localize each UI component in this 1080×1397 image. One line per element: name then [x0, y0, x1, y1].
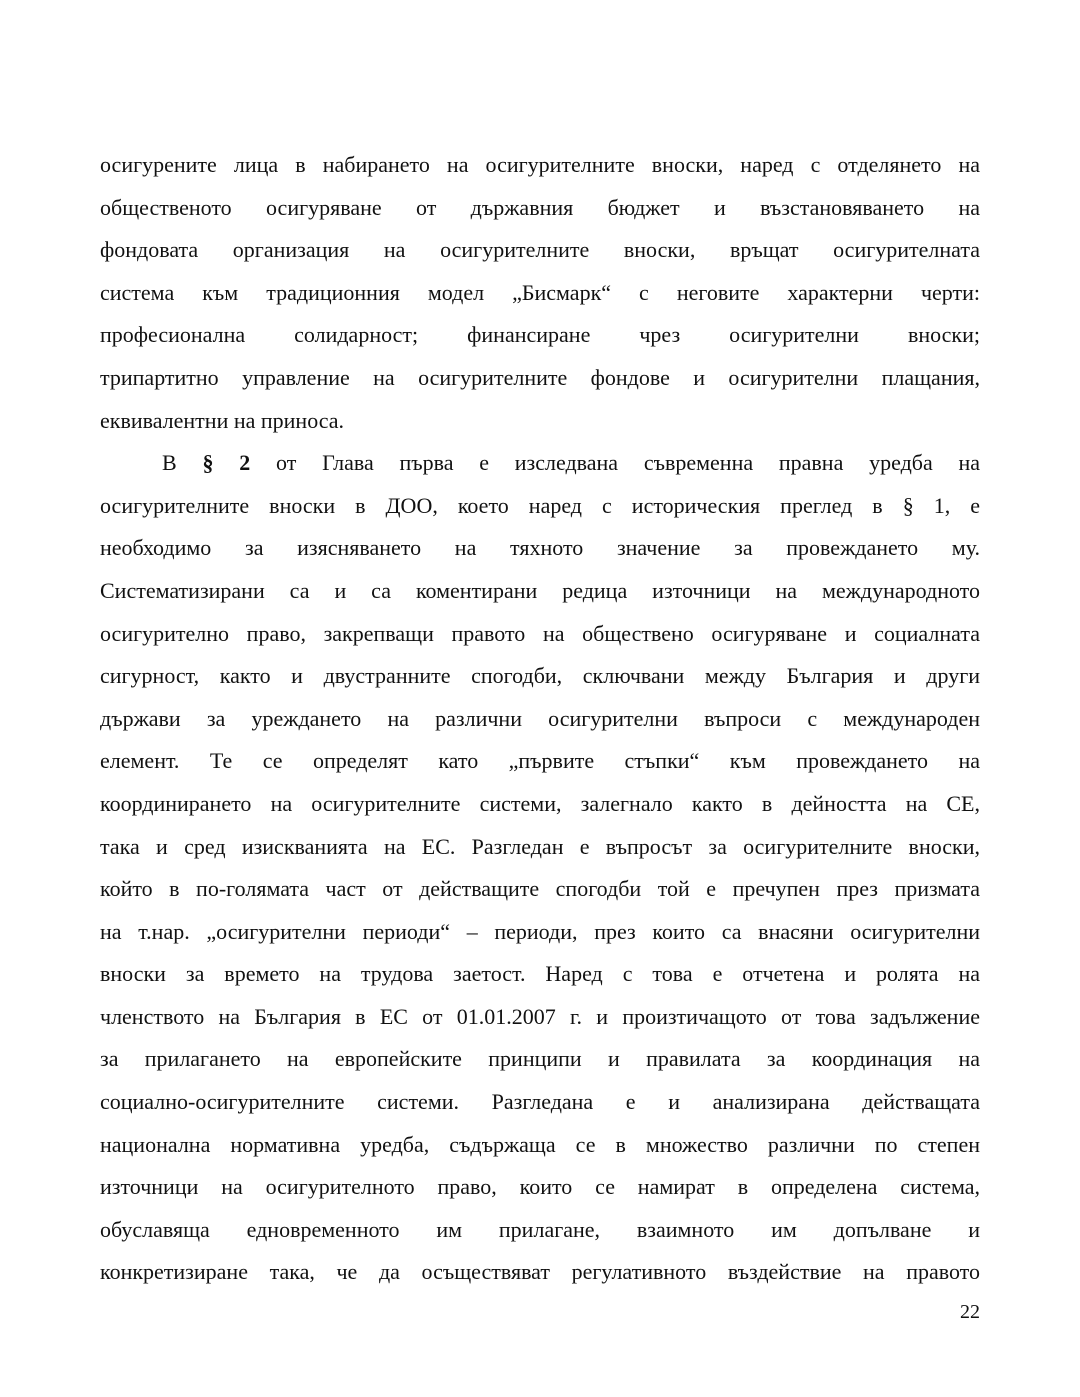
text-line: конкретизиране така, че да осъществяват регулативното въздействие на правото: [100, 1259, 980, 1285]
text-line: осигурително право, закрепващи правото на обществено осигуряване и социалната: [100, 620, 980, 646]
text-line: за прилагането на европейските принципи и правилата за координация на: [100, 1046, 980, 1072]
text-line: общественото осигуряване от държавния бюджет и възстановяването на: [100, 194, 980, 220]
text-line: държави за уреждането на различни осигурителни въпроси с международен: [100, 705, 980, 731]
body-text: [100, 144, 980, 1294]
text-line: социално-осигурителните системи. Разгледана е и анализирана действащата: [100, 1089, 980, 1115]
text-line: вноски за времето на трудова заетост. Наред с това е отчетена и ролята на: [100, 961, 980, 987]
text-line: обуславяща едновременното им прилагане, взаимното им допълване и: [100, 1216, 980, 1242]
text-line: който в по-голямата част от действащите спогодби той е пречупен през призмата: [100, 876, 980, 902]
text-fragment: от Глава първа е изследвана съвременна правна уредба на: [275, 450, 981, 476]
text-line: на т.нар. „осигурителни периоди“ – периоди, през които са внасяни осигурителни: [100, 918, 980, 944]
section-reference: § 2: [202, 450, 251, 476]
text-line: източници на осигурителното право, които се намират в определена система,: [100, 1174, 980, 1200]
text-line: национална нормативна уредба, съдържаща се в множество различни по степен: [100, 1131, 980, 1157]
text-fragment: В: [162, 450, 177, 476]
text-line: трипартитно управление на осигурителните фондове и осигурителни плащания,: [100, 364, 980, 390]
text-line: така и сред изискванията на ЕС. Разгледан е въпросът за осигурителните вноски,: [100, 833, 980, 859]
text-line: осигурителните вноски в ДОО, което наред с историческия преглед в § 1, е: [100, 492, 980, 518]
text-line: фондовата организация на осигурителните вноски, връщат осигурителната: [100, 237, 980, 263]
paragraph-section-2: [100, 442, 980, 1294]
text-line: система към традиционния модел „Бисмарк“ с неговите характерни черти:: [100, 279, 980, 305]
text-line: членството на България в ЕС от 01.01.2007 г. и произтичащото от това задължение: [100, 1003, 980, 1029]
page-number: 22: [960, 1301, 980, 1323]
text-line: елемент. Те се определят като „първите стъпки“ към провеждането на: [100, 748, 980, 774]
text-line: Систематизирани са и са коментирани редица източници на международното: [100, 577, 980, 603]
text-line: еквивалентни на приноса.: [100, 407, 345, 433]
text-line: необходимо за изясняването на тяхното значение за провеждането му.: [100, 535, 980, 561]
paragraph-first-line: [100, 442, 980, 485]
text-line: професионална солидарност; финансиране чрез осигурителни вноски;: [100, 322, 980, 348]
text-line: осигурените лица в набирането на осигурителните вноски, наред с отделянето на: [100, 152, 980, 177]
text-line: координирането на осигурителните системи, залегнало както в дейността на СЕ,: [100, 790, 980, 816]
text-line: сигурност, както и двустранните спогодби, сключвани между България и други: [100, 663, 980, 689]
paragraph-continued: [100, 144, 980, 442]
